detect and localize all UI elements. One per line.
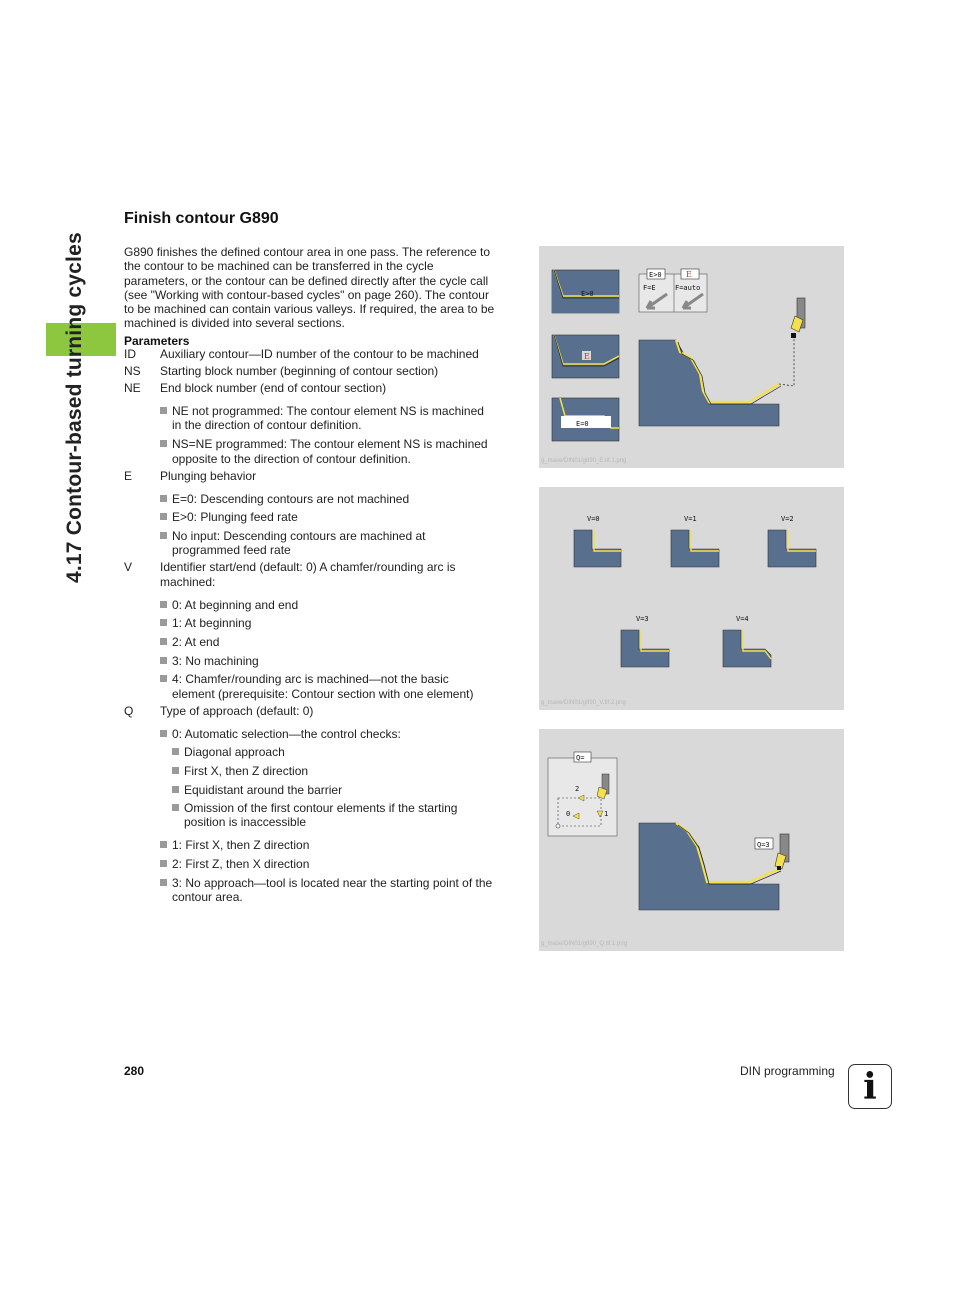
feed-options-box [639,269,707,312]
bullet-text: 3: No machining [172,654,259,668]
bullet-square-icon [160,879,167,886]
intro-line: parameters, or the contour can be defined directly after the cycle call [124,273,489,288]
param-label-q: Q [124,704,134,718]
bullet-continuation: programmed feed rate [172,543,291,557]
figure-start-end-identifier [539,487,844,710]
thumb-e-gt0 [552,270,619,313]
sub-bullet-item [172,783,342,797]
bullet-item [160,857,309,871]
label-q-box: Q= [576,754,585,762]
bullet-item [160,654,259,668]
thumb-v2 [768,515,816,567]
intro-paragraph [124,245,520,331]
bullet-item [160,510,298,524]
label-v1: V=1 [684,515,697,523]
bullet-text: Diagonal approach [184,745,285,759]
label-approach-2: 2 [575,785,580,793]
intro-line: to be machined can contain various valleys. If required, the area to be [124,302,495,317]
bullet-square-icon [172,786,179,793]
label-e-box2: E [686,270,692,279]
intro-line: the contour to be machined can be transferred in the cycle [124,259,434,274]
intro-line: machined is divided into several sections. [124,316,345,331]
footer-section-name: DIN programming [740,1064,835,1078]
param-desc-q: Type of approach (default: 0) [160,704,314,718]
bullet-square-icon [160,601,167,608]
bullet-continuation: in the direction of contour definition. [172,418,362,432]
bullet-continuation: opposite to the direction of contour definition. [172,452,411,466]
param-desc-e: Plunging behavior [160,469,257,483]
bullet-text: 0: Automatic selection—the control checks: [172,727,401,741]
bullet-text: NE not programmed: The contour element NS is machined [172,404,484,418]
param-label-v: V [124,560,133,574]
sub-bullet-item [172,764,308,778]
thumb-e-mark [552,335,619,378]
thumb-v0 [574,515,621,567]
bullet-square-icon [172,767,179,774]
main-workpiece [639,298,805,426]
label-approach-1: 1 [604,810,609,818]
param-desc-v: Identifier start/end (default: 0) A chamfer/rounding arc is [160,560,456,574]
param-label-ne: NE [124,381,141,395]
bullet-square-icon [172,804,179,811]
bullet-text: First X, then Z direction [184,764,309,778]
bullet-text: Equidistant around the barrier [184,783,343,797]
thumb-v4 [723,615,771,667]
bullet-continuation: element (prerequisite: Contour section with one element) [172,687,474,701]
thumb-v3 [621,615,669,667]
bullet-square-icon [160,675,167,682]
bullet-square-icon [160,440,167,447]
label-e-eq0: E=0 [576,420,589,428]
param-desc-ne: End block number (end of contour section) [160,381,387,395]
label-e-box1: E>0 [649,271,662,279]
bullet-text: E=0: Descending contours are not machined [172,492,410,506]
bullet-text: E>0: Plunging feed rate [172,510,298,524]
bullet-square-icon [160,532,167,539]
bullet-square-icon [160,860,167,867]
bullet-text: 2: At end [172,635,220,649]
bullet-text: NS=NE programmed: The contour element NS is machined [172,437,488,451]
figure-plunging-behavior-drawing [539,246,844,468]
label-q3: Q=3 [757,841,770,849]
label-v3: V=3 [636,615,649,623]
label-e-mark: E [584,352,590,361]
bullet-square-icon [160,730,167,737]
bullet-text: 1: First X, then Z direction [172,838,310,852]
label-fe: F=E [643,284,656,292]
figure-caption: g_mase/DIN01/g890_E.tif.1.png [541,458,627,464]
main-workpiece [639,823,789,910]
sub-bullet-item [172,801,457,815]
bullet-square-icon [160,841,167,848]
bullet-item [160,437,488,451]
bullet-text: 4: Chamfer/rounding arc is machined—not the basic [172,672,449,686]
bullet-item [160,876,492,890]
label-v2: V=2 [781,515,794,523]
bullet-item [160,492,409,506]
bullet-item [160,727,401,741]
bullet-square-icon [160,657,167,664]
bullet-text: 0: At beginning and end [172,598,299,612]
bullet-item [160,635,219,649]
param-desc-id: Auxiliary contour—ID number of the contour to be machined [160,347,479,361]
figure-caption: g_mase/DIN01/g890_V.tif.2.png [541,700,626,706]
bullet-item [160,672,449,686]
bullet-text: 3: No approach—tool is located near the starting point of the [172,876,493,890]
bullet-text: 2: First Z, then X direction [172,857,310,871]
label-approach-0: 0 [566,810,571,818]
bullet-item [160,598,298,612]
bullet-item [160,529,425,543]
thumb-v1 [671,515,719,567]
bullet-text: No input: Descending contours are machined at [172,529,426,543]
bullet-continuation: contour area. [172,890,243,904]
bullet-item [160,838,309,852]
page-number: 280 [124,1064,145,1078]
figure-caption: g_mase/DIN01/g890_Q.tif.1.png [541,941,628,947]
param-label-id: ID [124,347,136,361]
sub-bullet-item [172,745,285,759]
section-title: Finish contour G890 [124,210,279,227]
label-v4: V=4 [736,615,749,623]
info-icon-glyph: i [863,1065,877,1108]
param-desc-v-cont: machined: [160,575,216,589]
info-icon [848,1064,892,1109]
label-e-gt0: E>0 [581,290,594,298]
param-label-e: E [124,469,133,483]
bullet-item [160,616,251,630]
bullet-square-icon [160,619,167,626]
intro-line: (see "Working with contour-based cycles" on page 260). The contour [124,287,489,302]
bullet-square-icon [160,495,167,502]
chapter-title: 4.17 Contour-based turning cycles [63,232,86,583]
figure-plunging-behavior [539,246,844,468]
bullet-square-icon [160,513,167,520]
bullet-square-icon [160,407,167,414]
bullet-square-icon [160,638,167,645]
figure-start-end-identifier-drawing [539,487,844,710]
figure-approach-type [539,729,844,951]
bullet-text: 1: At beginning [172,616,252,630]
label-v0: V=0 [587,515,600,523]
figure-approach-type-drawing [539,729,844,951]
bullet-square-icon [172,748,179,755]
bullet-item [160,404,484,418]
intro-line: G890 finishes the defined contour area in one pass. The reference to [124,245,491,259]
thumb-e-eq0 [552,398,619,441]
parameters-heading: Parameters [124,334,190,348]
label-fauto: F=auto [675,284,701,292]
param-desc-ns: Starting block number (beginning of contour section) [160,364,439,378]
bullet-text: Omission of the first contour elements if the starting [184,801,458,815]
param-label-ns: NS [124,364,141,378]
bullet-continuation: position is inaccessible [184,815,307,829]
approach-inset [548,752,617,836]
